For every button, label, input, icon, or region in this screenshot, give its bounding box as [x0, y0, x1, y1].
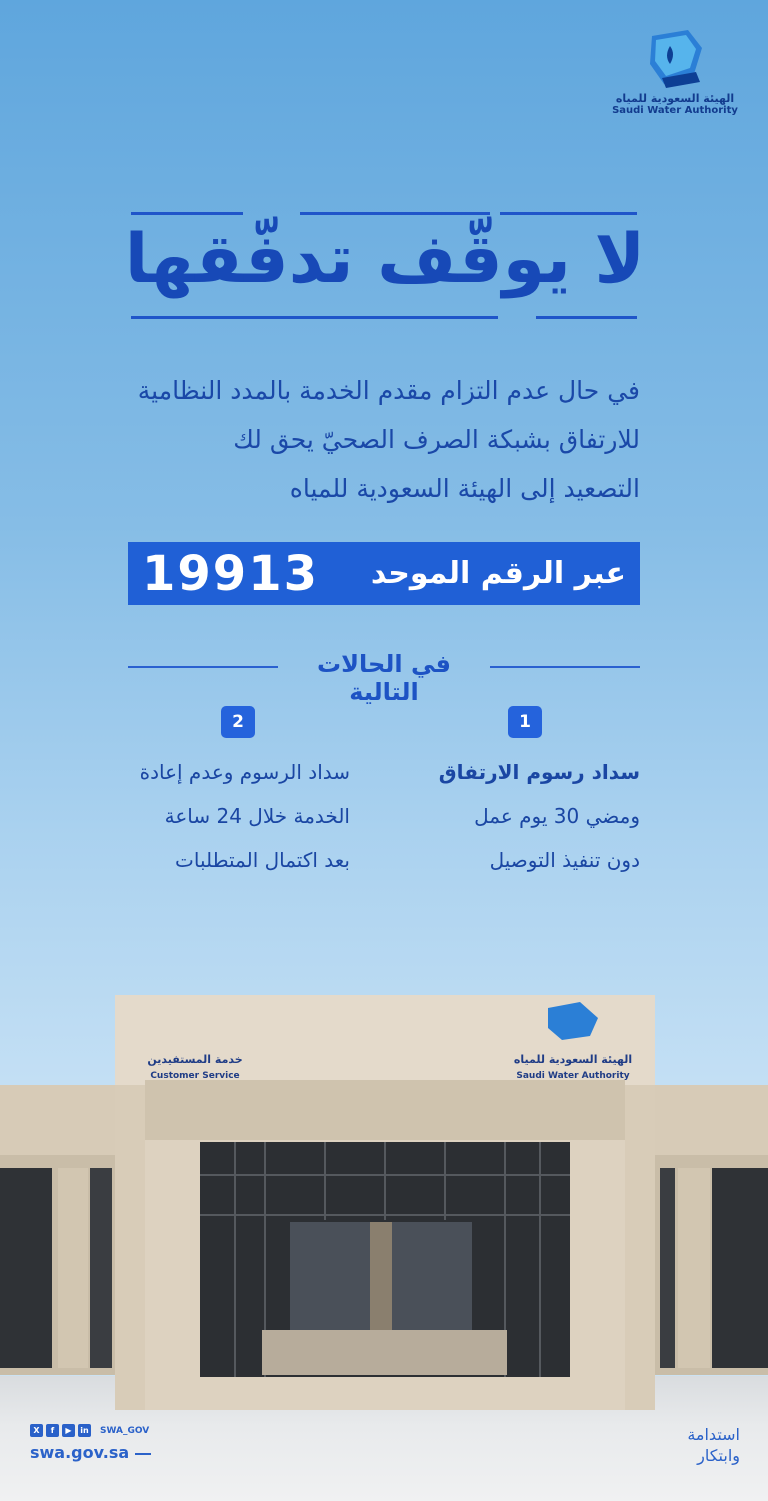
unified-number-label: عبر الرقم الموحد [370, 556, 626, 591]
unified-number[interactable]: 19913 [142, 545, 319, 602]
paragraph-line: التصعيد إلى الهيئة السعودية للمياه [289, 474, 640, 503]
case-2-badge: 2 [221, 706, 255, 738]
case-line: بعد اكتمال المتطلبات [175, 848, 350, 872]
slogan-line-2: وابتكار [697, 1446, 740, 1465]
case-line: سداد رسوم الارتفاق [438, 760, 640, 784]
case-line: الخدمة خلال 24 ساعة [164, 804, 350, 828]
sign-customer-service-en: Customer Service [150, 1071, 240, 1081]
cases-title: في الحالات التالية [317, 650, 451, 706]
website-link[interactable] [30, 1443, 151, 1462]
website-text[interactable]: swa.gov.sa [30, 1443, 130, 1462]
social-handle[interactable]: SWA_GOV [100, 1425, 150, 1436]
website-underline [135, 1453, 151, 1455]
section-divider-left [128, 666, 278, 668]
logo-name-en: Saudi Water Authority [612, 105, 738, 116]
unified-number-banner [128, 542, 640, 605]
youtube-icon[interactable]: ▶ [62, 1424, 75, 1437]
case-line: سداد الرسوم وعدم إعادة [139, 760, 350, 784]
logo-name-ar: الهيئة السعودية للمياه [615, 92, 735, 105]
headline-rule-bottom-left [131, 316, 498, 319]
swa-logo-icon [642, 28, 708, 88]
case-1-text [380, 750, 640, 882]
case-line: دون تنفيذ التوصيل [489, 848, 640, 872]
facebook-icon[interactable]: f [46, 1424, 59, 1437]
escalation-paragraph [120, 366, 640, 513]
case-2-text [90, 750, 350, 882]
sign-swa-ar: الهيئة السعودية للمياه [513, 1053, 633, 1066]
x-icon[interactable]: X [30, 1424, 43, 1437]
headline-rule-top-right [500, 212, 637, 215]
swa-logo [600, 28, 750, 128]
footer-slogan [640, 1424, 740, 1466]
sign-customer-service-ar: خدمة المستفيدين [147, 1053, 243, 1066]
headline: لا يوقّف تدفّقها [124, 220, 646, 299]
footer-contact [30, 1424, 151, 1462]
paragraph-line: في حال عدم التزام مقدم الخدمة بالمدد النظامية [137, 376, 640, 405]
headline-rule-bottom-right [536, 316, 637, 319]
headline-rule-top-left [131, 212, 243, 215]
sign-swa-en: Saudi Water Authority [516, 1071, 630, 1081]
case-1-badge: 1 [508, 706, 542, 738]
paragraph-line: للارتفاق بشبكة الصرف الصحيّ يحق لك [233, 425, 640, 454]
building-photo [0, 990, 768, 1410]
linkedin-icon[interactable]: in [78, 1424, 91, 1437]
slogan-line-1: استدامة [687, 1425, 740, 1444]
headline-rule-top-mid [300, 212, 490, 215]
social-links [30, 1424, 151, 1437]
case-line: ومضي 30 يوم عمل [474, 804, 640, 828]
section-divider-right [490, 666, 640, 668]
